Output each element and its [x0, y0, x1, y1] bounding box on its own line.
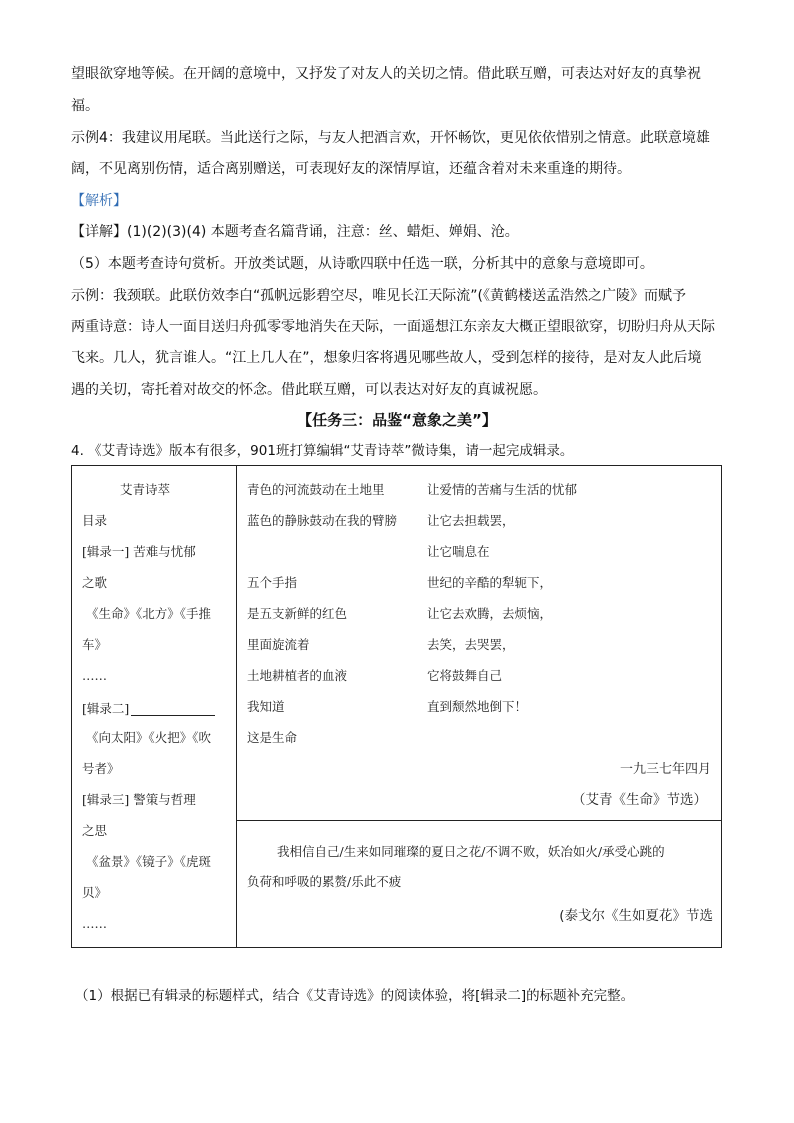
- poem-left-line: 蓝色的静脉鼓动在我的臂膀: [247, 513, 398, 528]
- catalog-cell: [72, 466, 237, 948]
- section3-title-a: [辑录三] 警策与哲理: [82, 792, 196, 807]
- ellipsis-1: ……: [82, 668, 107, 683]
- poem-right-line: 直到颓然地倒下！: [427, 699, 528, 714]
- poem-left-line: 青色的河流鼓动在土地里: [247, 482, 385, 497]
- detail-line-5: 飞来。几人，犹言谁人。“江上几人在”，想象归客将遇见哪些故人，受到怎样的接待，是对友人此后境: [71, 350, 702, 366]
- answer-line-3: 示例4：我建议用尾联。当此送行之际，与友人把酒言欢，开怀畅饮，更见依依惜别之情意。此联意境雄: [71, 130, 710, 146]
- poem-right-line: 让它去欢腾，去烦恼，: [427, 606, 553, 621]
- toc-label: 目录: [82, 513, 108, 528]
- detail-line-3: 示例：我颈联。此联仿效李白“孤帆远影碧空尽，唯见长江天际流”(《黄鹤楼送孟浩然之广陵》而赋予: [71, 288, 686, 304]
- answer-line-4: 阔，不见离别伤情，适合离别赠送，可表现好友的深情厚谊，还蕴含着对未来重逢的期待。: [71, 161, 631, 177]
- poetry-catalog-table: [71, 465, 722, 948]
- poem-left-line: 土地耕植者的血液: [247, 668, 348, 683]
- catalog-title: 艾青诗萃: [120, 482, 171, 497]
- aiqing-poem-cell: [237, 466, 722, 821]
- poem-left-line: 是五支新鲜的红色: [247, 606, 348, 621]
- poem-right-line: 去笑，去哭罢，: [427, 637, 515, 652]
- tagore-line-1: 我相信自己/生来如同璀璨的夏日之花/不调不败，妖冶如火/承受心跳的: [277, 844, 665, 859]
- section1-title-b: 之歌: [82, 575, 108, 590]
- poem-right-line: 它将鼓舞自己: [427, 668, 503, 683]
- section2-poems-b: 号者》: [82, 761, 120, 776]
- tagore-source: (泰戈尔《生如夏花》节选: [559, 908, 713, 924]
- poem-left-line: 我知道: [247, 699, 285, 714]
- poem-right-line: 世纪的辛酷的犁轭下，: [427, 575, 553, 590]
- section1-poems-a: 《生命》《北方》《手推: [86, 606, 212, 621]
- poem-source: （艾青《生命》节选）: [572, 792, 707, 808]
- section2-row: [82, 698, 215, 718]
- tagore-poem-cell: [237, 821, 722, 948]
- section3-poems-a: 《盆景》《镜子》《虎斑: [86, 854, 212, 869]
- poem-right-line: 让它去担载罢，: [427, 513, 515, 528]
- poem-left-line: 五个手指: [247, 575, 298, 590]
- poem-right-line: 让爱情的苦痛与生活的忧郁: [427, 482, 578, 497]
- section1-poems-b: 车》: [82, 637, 108, 652]
- section2-poems-a: 《向太阳》《火把》《吹: [86, 730, 212, 745]
- poem-date: 一九三七年四月: [619, 762, 711, 777]
- section2-blank[interactable]: [131, 701, 215, 716]
- poem-left-line: 里面旋流着: [247, 637, 310, 652]
- detail-line-4: 两重诗意：诗人一面目送归舟孤零零地消失在天际，一面遥想江东亲友大概正望眼欲穿，切盼归舟从天际: [71, 319, 715, 335]
- section2-label: [辑录二]: [82, 701, 130, 716]
- section3-title-b: 之思: [82, 823, 108, 838]
- analysis-label: 【解析】: [71, 193, 127, 209]
- section1-title-a: [辑录一] 苦难与忧郁: [82, 544, 196, 559]
- question-line: 4. 《艾青诗选》版本有很多，901班打算编辑“艾青诗萃”微诗集，请一起完成辑录。: [71, 443, 574, 459]
- answer-line-1: 望眼欲穿地等候。在开阔的意境中，又抒发了对友人的关切之情。借此联互赠，可表达对好友的真挚祝: [71, 66, 701, 82]
- answer-line-2: 福。: [71, 98, 99, 114]
- detail-line-2: （5）本题考查诗句赏析。开放类试题，从诗歌四联中任选一联，分析其中的意象与意境即可。: [71, 256, 654, 272]
- task-title: 【任务三：品鉴“意象之美”】: [297, 411, 497, 429]
- tagore-line-2: 负荷和呼吸的累赘/乐此不疲: [247, 874, 402, 889]
- ellipsis-2: ……: [82, 916, 107, 931]
- poem-right-line: 让它喘息在: [427, 544, 490, 559]
- detail-line-6: 遇的关切，寄托着对故交的怀念。借此联互赠，可以表达对好友的真诚祝愿。: [71, 382, 547, 398]
- detail-line-1: 【详解】(1)(2)(3)(4) 本题考查名篇背诵，注意：丝、蜡炬、婵娟、沧。: [71, 224, 519, 240]
- bottom-question: （1）根据已有辑录的标题样式，结合《艾青诗选》的阅读体验，将[辑录二]的标题补充完整。: [75, 988, 635, 1004]
- poem-left-line: 这是生命: [247, 730, 298, 745]
- section3-poems-b: 贝》: [82, 885, 108, 900]
